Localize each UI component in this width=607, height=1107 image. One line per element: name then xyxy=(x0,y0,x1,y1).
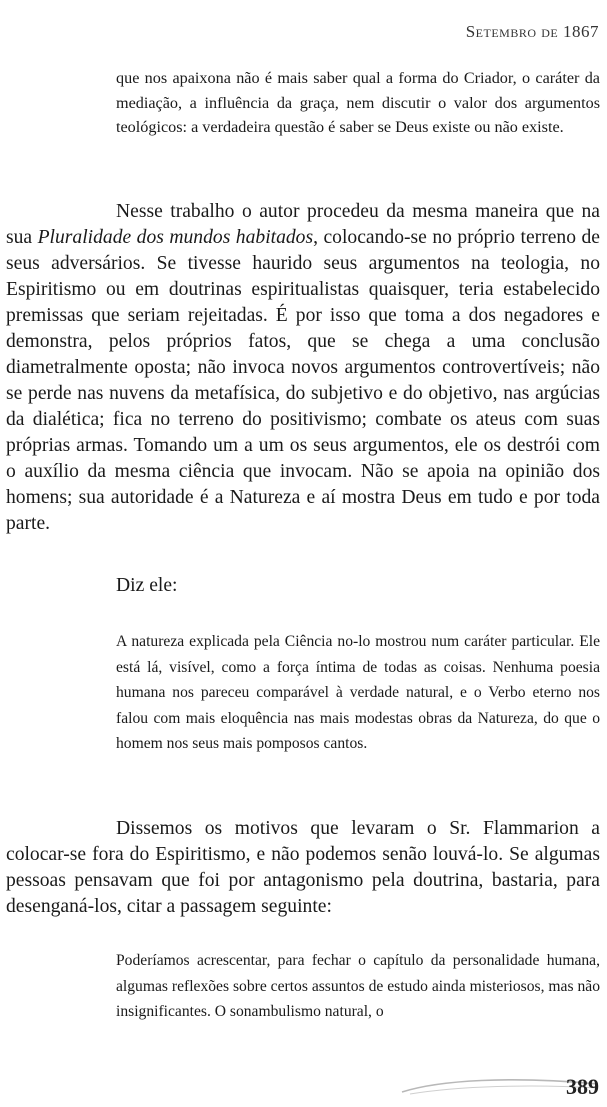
page-number: 389 xyxy=(566,1074,599,1099)
paragraph-1-part1: Nesse trabalho o autor procedeu da mesma maneira que na sua xyxy=(6,201,600,248)
quote-3-text: Poderíamos acrescentar, para fechar o capítulo da personalidade humana, algumas reflexões sobre certos assuntos de estudo ainda misteriosos, mas não insignificantes. O sonambulismo natural, o xyxy=(116,952,600,1020)
quote-2-text: A natureza explicada pela Ciência no-lo mostrou num caráter particular. Ele está lá, visível, como a força íntima de todas as coisas. Nenhuma poesia humana nos pareceu comparável à verdade natural, e o Verbo eterno nos falou com mais eloquência nas mais modestas obras da Natureza, do que o homem nos seus mais pomposos cantos. xyxy=(116,633,600,752)
running-header: Setembro de 1867 xyxy=(465,22,599,41)
block-quote-1 xyxy=(116,66,600,140)
diz-ele-line: Diz ele: xyxy=(116,575,178,596)
paragraph-1-part2: , colocando-se no próprio terreno de seus adversários. Se tivesse haurido seus argumentos na teologia, no Espiritismo ou em doutrinas espiritualistas quaisquer, teria estabelecido premissas que seriam rejeitadas. É por isso que toma a dos negadores e demonstra, pelos próprios fatos, que se chega a uma conclusão diametralmente oposta; não invoca novos argumentos controvertíveis; não se perde nas nuvens da metafísica, do subjetivo e do objetivo, nas argúcias da dialética; fica no terreno do positivismo; combate os ateus com suas próprias armas. Tomando um a um os seus argumentos, ele os destrói com o auxílio da mesma ciência que invocam. Não se apoia na opinião dos homens; sua autoridade é a Natureza e aí mostra Deus em tudo e por toda parte. xyxy=(6,227,600,534)
book-title-italic: Pluralidade dos mundos habitados xyxy=(37,227,314,248)
block-quote-2 xyxy=(116,629,600,757)
paragraph-2: Dissemos os motivos que levaram o Sr. Flammarion a colocar-se fora do Espiritismo, e não podemos senão louvá-lo. Se algumas pessoas pensavam que foi por antagonismo pela doutrina, bastaria, para desenganá-los, citar a passagem seguinte: xyxy=(6,818,600,917)
paragraph-1 xyxy=(6,199,600,537)
block-quote-3 xyxy=(116,948,600,1025)
quote-1-text: que nos apaixona não é mais saber qual a forma do Criador, o caráter da mediação, a influência da graça, nem discutir o valor dos argumentos teológicos: a verdadeira questão é saber se Deus existe ou não existe. xyxy=(116,69,600,136)
